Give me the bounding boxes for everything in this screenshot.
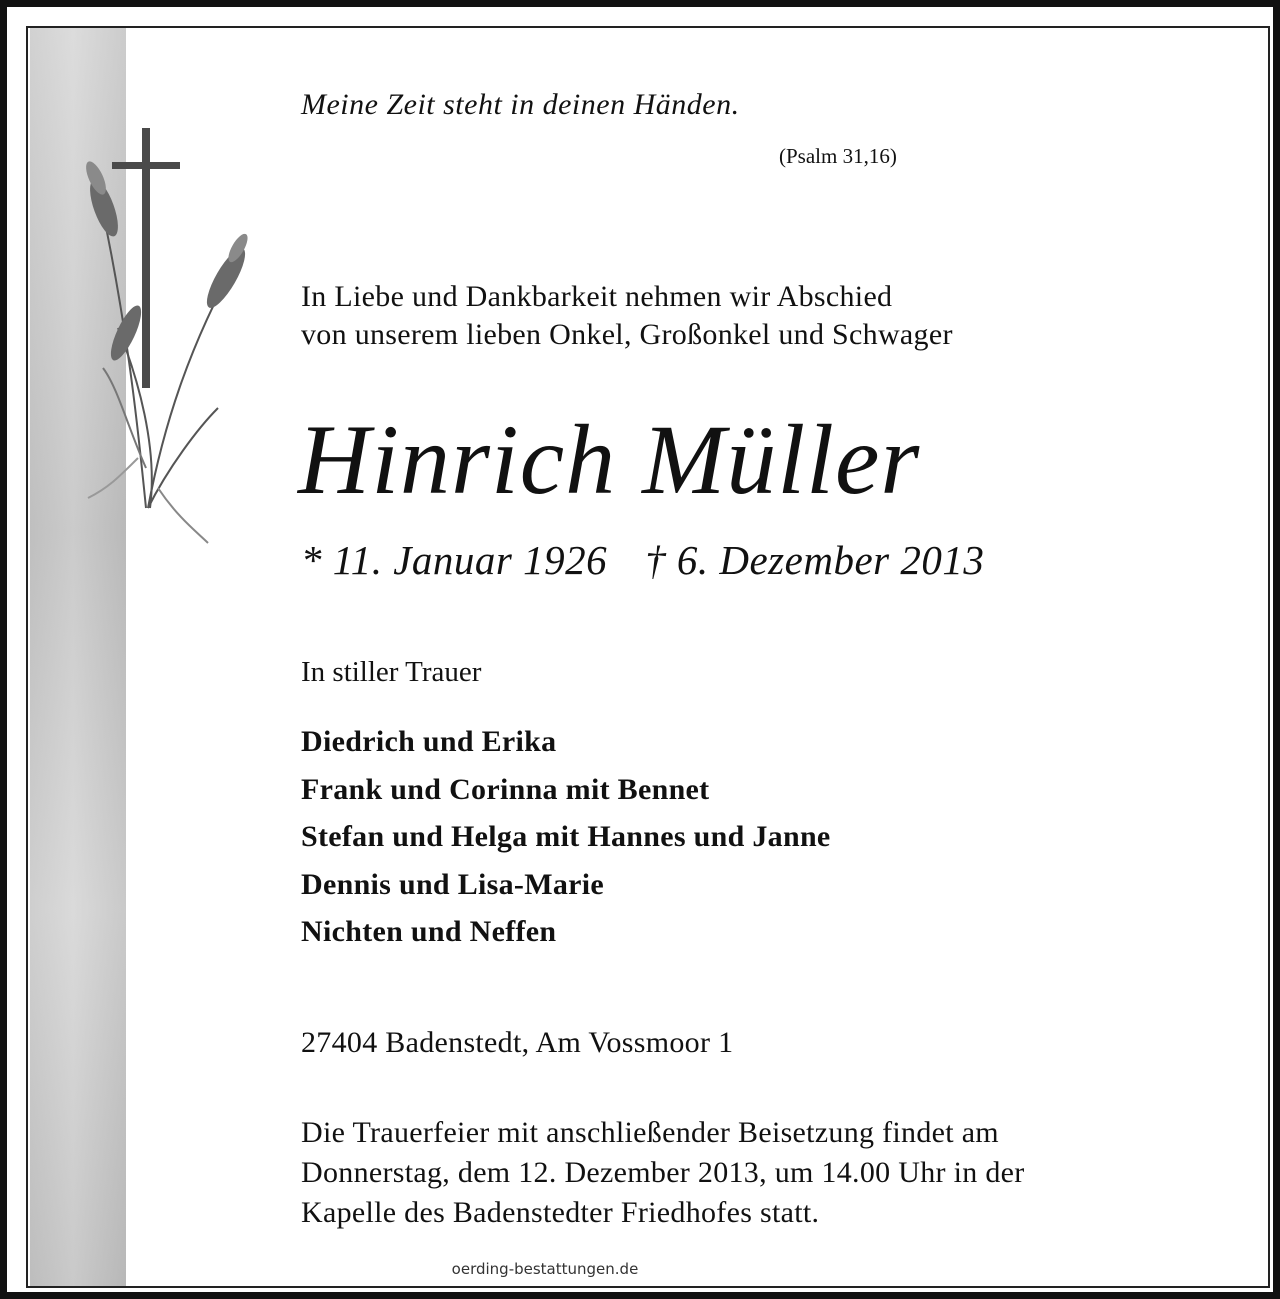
birth-date: * 11. Januar 1926 xyxy=(301,537,608,583)
intro-line: In Liebe und Dankbarkeit nehmen wir Abschied xyxy=(301,280,893,313)
family-member: Dennis und Lisa-Marie xyxy=(301,867,605,901)
life-dates xyxy=(301,536,984,584)
intro-line: von unserem lieben Onkel, Großonkel und Schwager xyxy=(301,318,953,351)
family-member: Diedrich und Erika xyxy=(301,725,557,758)
mourning-label: In stiller Trauer xyxy=(301,656,482,688)
mourning-address: 27404 Badenstedt, Am Vossmoor 1 xyxy=(301,1026,734,1059)
footer xyxy=(28,1260,1270,1278)
obituary-card xyxy=(26,26,1270,1288)
psalm-reference: (Psalm 31,16) xyxy=(779,144,897,168)
wheat-ears xyxy=(82,159,252,364)
service-line: Donnerstag, dem 12. Dezember 2013, um 14.00 Uhr in der xyxy=(301,1156,1025,1189)
cross-wheat-emblem xyxy=(68,128,268,548)
motto-verse: Meine Zeit steht in deinen Händen. xyxy=(301,88,740,121)
service-line: Kapelle des Badenstedter Friedhofes statt. xyxy=(301,1196,820,1229)
family-list xyxy=(301,718,831,956)
death-date: † 6. Dezember 2013 xyxy=(645,537,985,583)
family-member: Frank und Corinna mit Bennet xyxy=(301,772,710,806)
family-member: Nichten und Neffen xyxy=(301,915,557,948)
intro-text xyxy=(301,278,953,354)
family-member: Stefan und Helga mit Hannes und Janne xyxy=(301,820,831,853)
wheat-icon xyxy=(88,188,238,543)
service-notice xyxy=(301,1113,1025,1233)
footer-link[interactable]: oerding-bestattungen.de xyxy=(451,1260,639,1278)
service-line: Die Trauerfeier mit anschließender Beisetzung findet am xyxy=(301,1116,999,1149)
deceased-name: Hinrich Müller xyxy=(298,404,921,515)
